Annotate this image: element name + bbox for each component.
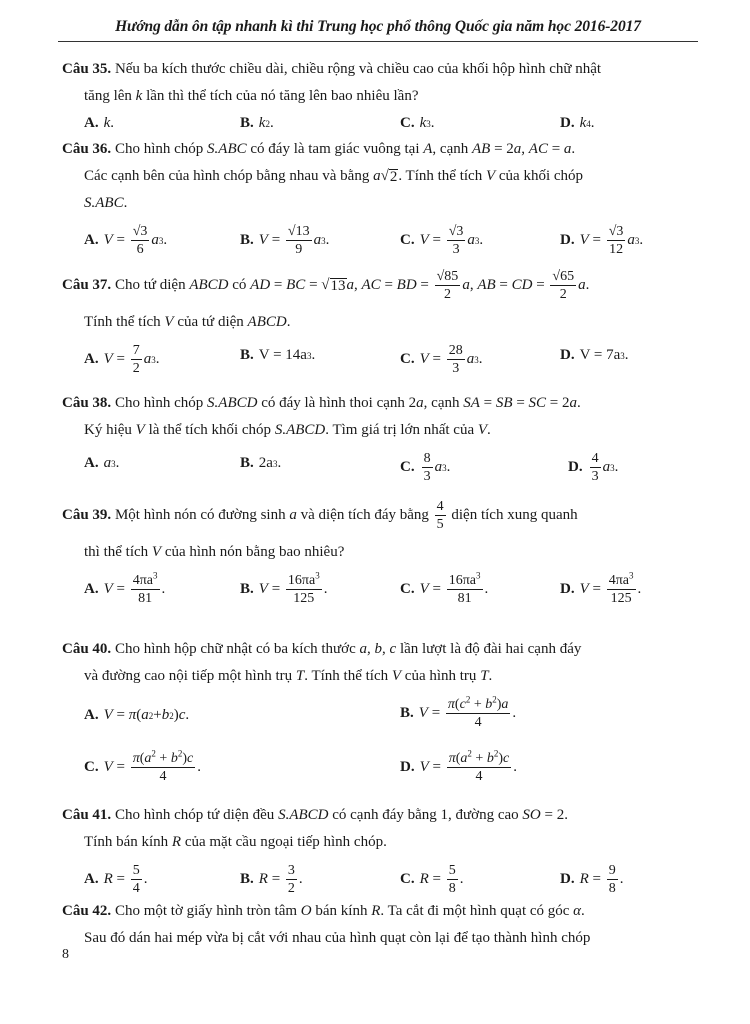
option-40-c[interactable]: C. V = $\frac{\pi(a^2 + b^2)c}{4}$ . [84,748,201,784]
option-37-a[interactable]: A. V = $\frac{7}{2}$ a 3 . [84,343,160,376]
question-37 [62,268,702,382]
option-36-b[interactable]: B. V = $\frac{√13}{9}$ a 3 . [240,224,330,257]
running-header: Hướng dẫn ôn tập nhanh kì thi Trung học phổ thông Quốc gia năm học 2016-2017 [115,18,641,35]
option-37-b[interactable]: B. V = 14a 3 . [240,347,316,363]
question-35 [62,56,702,140]
option-40-d[interactable]: D. V = $\frac{\pi(a^2 + b^2)c}{4}$ . [400,748,517,784]
option-40-a[interactable]: A. V = π ( a 2 + b 2 ) c . [84,707,190,723]
question-41-stem: Câu 41. Cho hình chóp tứ diện đều S.ABCD có cạnh đáy bằng 1, đường cao SO = 2. Tính bán kính R của mặt cầu ngoại tiếp hình chóp. [62,807,568,850]
question-38-options [62,444,702,490]
option-39-a[interactable]: A. V = $\frac{4\pi a^3}{81}$ . [84,570,166,606]
question-36 [62,136,702,263]
question-36-options [62,217,702,263]
question-38-label: Câu 38. [62,395,112,411]
header-rule [58,41,698,42]
question-37-options [62,336,702,382]
question-35-stem: Câu 35. Nếu ba kích thước chiều dài, chiều rộng và chiều cao của khối hộp hình chữ nhật tăng lên k lần thì thể tích của nó tăng lên bao nhiêu lần? [62,61,602,104]
option-40-b[interactable]: B. V = $\frac{\pi(c^2 + b^2)a}{4}$ . [400,694,517,730]
option-39-c[interactable]: C. V = $\frac{16\pi a^3}{81}$ . [400,570,489,606]
question-40-options-cd [62,744,702,790]
option-41-d[interactable]: D. R = $\frac{9}{8}$ . [560,863,624,896]
option-38-a[interactable]: A. a 3 . [84,455,120,471]
option-36-c[interactable]: C. V = $\frac{√3}{3}$ a 3 . [400,224,484,257]
option-41-a[interactable]: A. R = $\frac{5}{4}$ . [84,863,148,896]
question-41-label: Câu 41. [62,807,112,823]
question-39-label: Câu 39. [62,506,112,523]
question-36-stem: Câu 36. Cho hình chóp S.ABC có đáy là tam giác vuông tại A, cạnh AB = 2a, AC = a. Các cạnh bên của hình chóp bằng nhau và bằng a √ 2 . Tính thể tích V của khối chóp S.ABC. [62,141,584,211]
question-42-stem: Câu 42. Cho một tờ giấy hình tròn tâm O bán kính R. Ta cắt đi một hình quạt có góc α. Sau đó dán hai mép vừa bị cắt với nhau của hình quạt còn lại để tạo thành hình chóp [62,903,591,946]
option-35-c[interactable]: C. k 3 . [400,115,435,131]
question-40 [62,636,702,790]
question-38-stem: Câu 38. Cho hình chóp S.ABCD có đáy là hình thoi cạnh 2a, cạnh SA = SB = SC = 2a. Ký hiệu V là thể tích khối chóp S.ABCD. Tìm giá trị lớn nhất của V. [62,395,581,438]
option-36-a[interactable]: A. V = $\frac{√3}{6}$ a 3 . [84,224,168,257]
option-41-b[interactable]: B. R = $\frac{3}{2}$ . [240,863,303,896]
question-40-options-ab [62,690,702,736]
question-39 [62,498,702,612]
question-36-label: Câu 36. [62,141,112,157]
question-37-label: Câu 37. [62,276,112,293]
option-35-d[interactable]: D. k 4 . [560,115,595,131]
option-35-b[interactable]: B. k 2 . [240,115,274,131]
option-36-d[interactable]: D. V = $\frac{√3}{12}$ a 3 . [560,224,644,257]
option-35-a[interactable]: A. k . [84,115,115,131]
question-39-stem: Câu 39. Một hình nón có đường sinh a và diện tích đáy bằng $\frac{4}{5}$ diện tích xung quanh thì thể tích V của hình nón bằng bao nhiêu? [62,499,578,560]
question-40-label: Câu 40. [62,641,112,657]
question-35-label: Câu 35. [62,61,112,77]
option-41-c[interactable]: C. R = $\frac{5}{8}$ . [400,863,464,896]
option-38-d[interactable]: D. $\frac{4}{3}$ a 3 . [568,451,619,484]
question-41-options [62,856,702,902]
question-40-stem: Câu 40. Cho hình hộp chữ nhật có ba kích thước a, b, c lần lượt là độ đài hai cạnh đáy và đường cao nội tiếp một hình trụ T. Tính thể tích V của hình trụ T. [62,641,582,684]
question-39-options [62,566,702,612]
option-37-d[interactable]: D. V = 7a 3 . [560,347,629,363]
option-38-c[interactable]: C. $\frac{8}{3}$ a 3 . [400,451,451,484]
question-38 [62,390,702,490]
option-39-d[interactable]: D. V = $\frac{4\pi a^3}{125}$ . [560,570,642,606]
option-37-c[interactable]: C. V = $\frac{28}{3}$ a 3 . [400,343,483,376]
question-42 [62,898,702,952]
page-number: 8 [62,947,69,962]
question-42-label: Câu 42. [62,903,112,919]
option-38-b[interactable]: B. 2a 3 . [240,455,282,471]
question-41 [62,802,702,902]
option-39-b[interactable]: B. V = $\frac{16\pi a^3}{125}$ . [240,570,328,606]
question-37-stem: Câu 37. Cho tứ diện ABCD có AD = BC = √ 13 a, AC = BD = $\frac{√85}{2}$ a, AB = CD = $\frac{√65}{2}$ a. Tính thể tích V của tứ diện ABCD. [62,269,590,330]
